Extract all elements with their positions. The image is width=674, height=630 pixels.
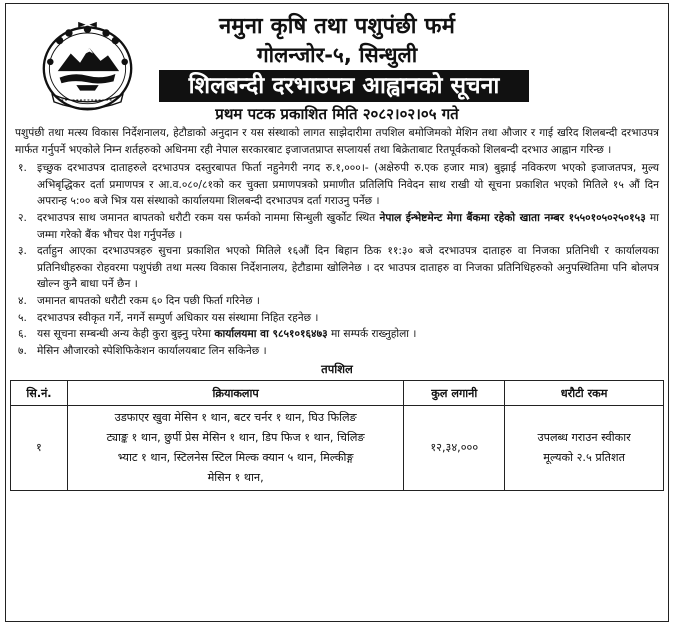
condition-number: २. bbox=[18, 211, 27, 224]
condition-text: दर्ताहुन आएका दरभाउपत्रहरु सुचना प्रकाशित भएको मितिले १६औं दिन बिहान ठिक ११:३० बजे दरभाउपत्र दाताहरु वा निजका प्रतिनिधी र कार्यालयका प्रतिनिधीहरुका रोहवरमा पशुपंछी तथा मत्स्य विकास निर्देशनालय, हेटौडामा खोलिनेछ । दर भाउपत्र दाताहरु वा निजका प्रतिनिधिहरुको अनुपस्थितिमा पनि बोलपत्र खोल्न कुनै बाधा पर्ने छैन । bbox=[37, 245, 659, 291]
notice-header bbox=[6, 4, 668, 123]
condition-number: १. bbox=[18, 162, 27, 175]
activity-line: ट्याङ्क १ थान, छुर्पी प्रेस मेसिन १ थान, डिप फिज १ थान, चिलिङ bbox=[106, 431, 365, 445]
condition-item bbox=[15, 243, 659, 293]
publication-date: प्रथम पटक प्रकाशित मिति २०८२।०२।०५ गते bbox=[215, 105, 459, 123]
activity-line: मेसिन १ थान, bbox=[207, 471, 264, 485]
organization-address: गोलन्जोर-५, सिन्धुली bbox=[256, 43, 418, 67]
activity-line: उडफाएर खुवा मेसिन १ थान, बटर चर्नर १ थान, घिउ फिलिङ bbox=[114, 411, 357, 425]
cell-investment: १२,३४,००० bbox=[404, 406, 505, 491]
deposit-line: उपलब्ध गराउन स्वीकार bbox=[537, 431, 631, 445]
header-investment: कुल लगानी bbox=[404, 381, 505, 406]
conditions-list bbox=[15, 160, 659, 359]
condition-item bbox=[15, 343, 659, 360]
condition-number: ४. bbox=[18, 294, 27, 307]
condition-text: दरभाउपत्र स्वीकृत गर्ने, नगर्ने सम्पुर्ण अधिकार यस संस्थामा निहित रहनेछ । bbox=[37, 311, 319, 324]
condition-text: मेसिन औजारको स्पेशिफिकेशन कार्यालयबाट लिन सकिनेछ । bbox=[37, 344, 267, 357]
condition-text: मा सम्पर्क राख्नुहोला । bbox=[327, 328, 417, 341]
condition-number: ५. bbox=[18, 311, 27, 324]
table-row bbox=[11, 406, 664, 491]
table-header-row bbox=[11, 381, 664, 406]
table-title: तपशिल bbox=[321, 362, 353, 377]
condition-item bbox=[15, 326, 659, 343]
condition-item bbox=[15, 310, 659, 327]
condition-text: दरभाउपत्र साथ जमानत बापतको धरौटी रकम यस फर्मको नाममा सिन्धुली खुर्कोट स्थित bbox=[37, 211, 380, 224]
header-deposit: धरौटी रकम bbox=[505, 381, 664, 406]
condition-text: यस सूचना सम्बन्धी अन्य केही कुरा बुझ्नु परेमा bbox=[37, 328, 215, 341]
cell-deposit bbox=[505, 406, 664, 491]
cell-activity bbox=[67, 406, 403, 491]
bank-account-text: नेपाल ईन्भेष्टमेन्ट मेगा बैंकमा रहेको खाता नम्बर १५५०१०५०२५०१५३ bbox=[379, 211, 646, 224]
notice-page bbox=[5, 3, 669, 622]
condition-item bbox=[15, 293, 659, 310]
condition-number: ७. bbox=[18, 344, 27, 357]
condition-number: ३. bbox=[18, 245, 27, 258]
contact-text: कार्यालयमा वा ९८५१०१६४७३ bbox=[214, 328, 328, 341]
intro-paragraph: पशुपंछी तथा मत्स्य विकास निर्देशनालय, हेटौडाको अनुदान र यस संस्थाको लागत साझेदारीमा तपशिल बमोजिमको मेशिन तथा औजार र गाई खरिद शिलबन्दी दरभाउपत्र मार्फत गर्नुपर्ने भएकोले निम्न शर्तहरुको अधिनमा रही नेपाल सरकारबाट इजाजतप्राप्त सप्लायर्स तथा बिक्रेताबाट रितपूर्वकको शिलबन्दी दरभाउ आह्वान गरिन्छ । bbox=[15, 127, 659, 156]
notice-body bbox=[6, 117, 668, 359]
details-table bbox=[10, 380, 664, 491]
condition-item bbox=[15, 210, 659, 243]
condition-text: मा जम्मा गरेको बैंक भौचर पेश गर्नुपर्नेछ । bbox=[37, 211, 659, 241]
condition-number: ६. bbox=[18, 328, 27, 341]
condition-item bbox=[15, 160, 659, 210]
condition-text: जमानत बापतको धरौटी रकम ६० दिन पछी फिर्ता गरिनेछ । bbox=[37, 294, 260, 307]
header-activity: क्रियाकलाप bbox=[67, 381, 403, 406]
cell-sn: १ bbox=[11, 406, 68, 491]
header-sn: सि.नं. bbox=[11, 381, 68, 406]
deposit-line: मूल्यको २.५ प्रतिशत bbox=[543, 451, 625, 465]
organization-name: नमुना कृषि तथा पशुपंछी फर्म bbox=[218, 14, 456, 39]
notice-title: शिलबन्दी दरभाउपत्र आह्वानको सूचना bbox=[159, 70, 529, 102]
condition-text: इच्छुक दरभाउपत्र दाताहरुले दरभाउपत्र दस्तुरबापत फिर्ता नहुनेगरी नगद रु.१,०००।- (अक्षेरुपी रु.एक हजार मात्र) बुझाई नविकरण भएको इजाजतपत्र, मुल्य अभिबृद्धिकर दर्ता प्रमाणपत्र र आ.व.०८०/८१को कर चुक्ता प्रमाणपत्रको प्रमाणीत प्रतिलिपि निवेदन साथ राखी यो सूचना प्रकाशित भएको मितिले १५ औं दिन अपरान्ह ५:०० बजे भित्र यस संस्थाको कार्यालयमा शिलबन्दी दरभाउपत्र दर्ता गराउनु पर्नेछ । bbox=[37, 162, 659, 208]
activity-line: भ्याट १ थान, स्टिलनेस स्टिल मिल्क क्यान ५ थान, मिल्कीङ्ग bbox=[117, 451, 354, 465]
